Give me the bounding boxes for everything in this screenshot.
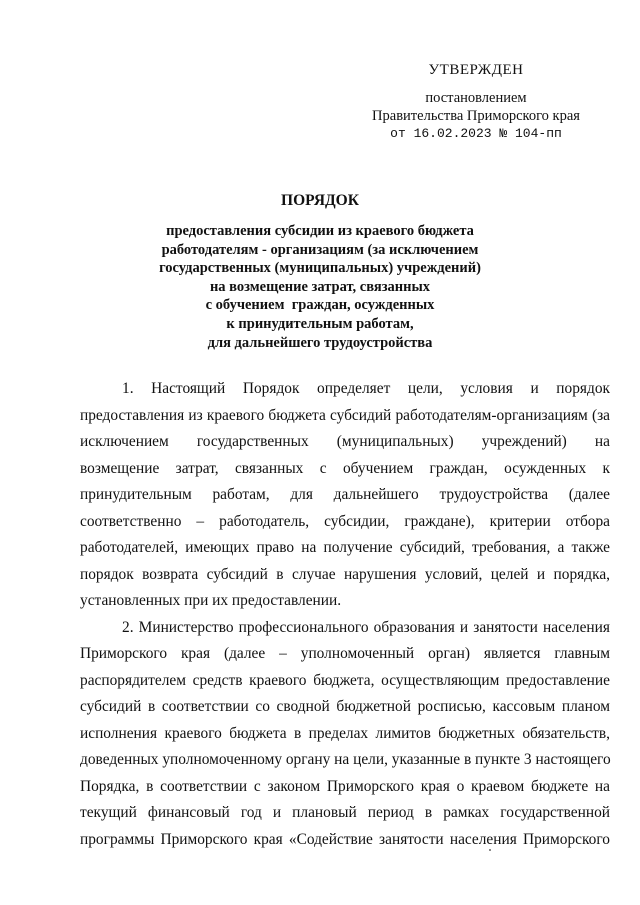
scan-speck [489, 849, 491, 851]
document-body [80, 376, 610, 853]
subtitle-line: на возмещение затрат, связанных [209, 278, 431, 295]
paragraph-line: Порядка, в соответствии с законом Приморского края о краевом бюджете на [80, 777, 610, 795]
subtitle-line: к принудительным работам, [226, 315, 414, 332]
paragraph-line: распорядителем средств краевого бюджета, осуществляющим предоставление [80, 671, 610, 689]
subtitle-line: с обучением граждан, осужденных [205, 297, 435, 314]
approval-title: УТВЕРЖДЕН [428, 62, 524, 78]
document-title: ПОРЯДОК [281, 192, 359, 209]
paragraph-line: исполнения краевого бюджета в пределах лимитов бюджетных обязательств, [80, 724, 610, 742]
paragraph-line: Приморского края (далее – уполномоченный орган) является главным [80, 645, 610, 662]
approval-line-government: Правительства Приморского края [372, 108, 580, 124]
subtitle-line: предоставления субсидии из краевого бюджета [166, 223, 474, 239]
paragraph-line: 1. Настоящий Порядок определяет цели, условия и порядок [122, 380, 610, 397]
subtitle-line: для дальнейшего трудоустройства [207, 334, 433, 351]
approval-line-date-number: от 16.02.2023 № 104-пп [390, 126, 562, 141]
paragraph-line: исключением государственных (муниципальных) учреждений) на [80, 433, 610, 450]
document-subtitle [0, 222, 640, 352]
paragraph-line: 2. Министерство профессионального образования и занятости населения [122, 618, 610, 636]
paragraph-line: работодателей, имеющих право на получение субсидий, требования, а также [80, 539, 610, 556]
paragraph-2 [80, 615, 610, 854]
paragraph-line: соответственно – работодатель, субсидии, граждане), критерии отбора [80, 512, 610, 530]
paragraph-line: принудительным работам, для дальнейшего трудоустройства (далее [80, 486, 610, 503]
paragraph-line: программы Приморского края «Содействие занятости населения Приморского [80, 830, 610, 848]
subtitle-line: работодателям - организациям (за исключением [161, 241, 479, 258]
approval-block [356, 62, 596, 143]
approval-line-resolution: постановлением [425, 90, 527, 106]
paragraph-line: предоставления из краевого бюджета субсидий работодателям-организациям (за [80, 406, 610, 424]
paragraph-line: текущий финансовый год и плановый период в рамках государственной [80, 804, 610, 821]
paragraph-line: возмещение затрат, связанных с обучением граждан, осужденных к [80, 459, 610, 477]
subtitle-line: государственных (муниципальных) учреждений) [159, 260, 481, 277]
paragraph-line: порядок возврата субсидий в случае нарушения условий, целей и порядка, [80, 565, 610, 583]
paragraph-line: установленных при их предоставлении. [80, 592, 342, 609]
paragraph-line: субсидий в соответствии со сводной бюджетной росписью, кассовым планом [80, 698, 610, 715]
paragraph-line: доведенных уполномоченному органу на цели, указанные в пункте 3 настоящего [80, 751, 611, 768]
paragraph-1 [80, 376, 610, 615]
